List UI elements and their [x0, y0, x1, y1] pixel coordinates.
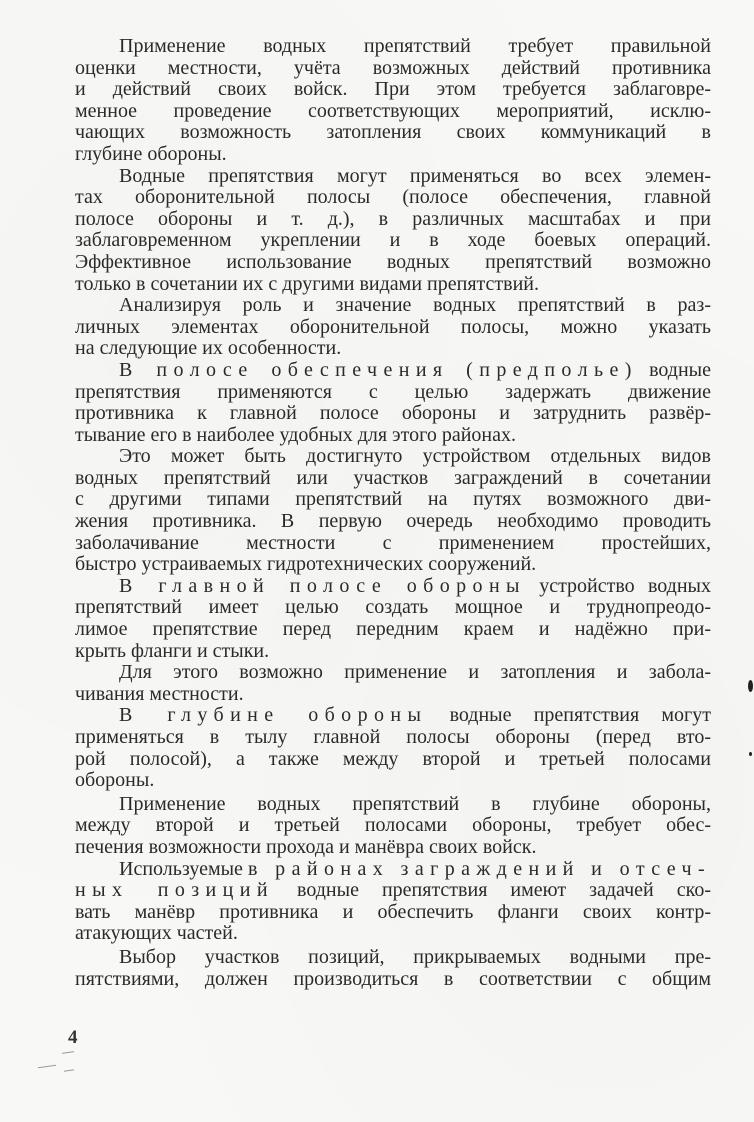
- text-line: личных элементах оборонительной полосы, можно указать: [75, 316, 711, 338]
- text-line: лимое препятствие перед передним краем и надёжно при-: [75, 619, 711, 641]
- text-line: жения противника. В первую очередь необходимо проводить: [75, 511, 711, 533]
- paragraph: [75, 295, 711, 360]
- paragraph: [75, 794, 711, 859]
- text-line: рой полосой), а также между второй и третьей полосами: [75, 748, 711, 770]
- text-line: оценки местности, учёта возможных действий противника: [75, 57, 711, 79]
- paragraph: [75, 166, 711, 296]
- ink-smudge: [748, 680, 753, 692]
- text-line: Анализируя роль и значение водных препятствий в раз-: [119, 295, 711, 317]
- text-line: между второй и третьей полосами обороны, требует обес-: [75, 815, 711, 837]
- text-line: полосе обороны и т. д.), в различных масштабах и при: [75, 208, 711, 230]
- emphasis-text: ных позиций: [75, 880, 274, 902]
- paragraph: [75, 859, 711, 945]
- text-line: чивания местности.: [75, 683, 244, 705]
- text-line: препятствия применяются с целью задержать движение: [75, 381, 711, 403]
- scratch-mark: [38, 1065, 56, 1068]
- text-line: чающих возможность затопления своих коммуникаций в: [75, 122, 711, 144]
- text-line: противника к главной полосе обороны и затруднить развёр-: [75, 403, 711, 425]
- text-line: крыть фланги и стыки.: [75, 640, 270, 662]
- text-line: печения возможности прохода и манёвра своих войск.: [75, 836, 537, 858]
- emphasis-text: В полосе обеспечения (предполье): [119, 359, 638, 381]
- paragraph: [75, 446, 711, 576]
- paragraph: [75, 662, 711, 705]
- emphasis-text: В главной полосе обороны: [119, 575, 526, 597]
- text-fragment: водные препятствия могут: [449, 705, 711, 727]
- page-number: 4: [68, 1027, 78, 1048]
- text-line: Эффективное использование водных препятствий возможно: [75, 251, 711, 273]
- text-line: атакующих частей.: [75, 923, 238, 945]
- text-line: [75, 859, 711, 881]
- text-line: [75, 576, 711, 598]
- text-fragment: водные препятствия имеют задачей ско-: [297, 880, 711, 902]
- text-fragment: Используемые: [119, 858, 243, 880]
- text-fragment: водные: [649, 359, 711, 381]
- text-line: только в сочетании их с другими видами препятствий.: [75, 273, 539, 295]
- text-line: глубине обороны.: [75, 143, 227, 165]
- text-line: Применение водных препятствий требует правильной: [119, 36, 711, 57]
- text-line: Для этого возможно применение и затопления и забола-: [119, 662, 711, 684]
- paragraph: [75, 360, 711, 446]
- text-line: препятствий имеет целью создать мощное и труднопреодо-: [75, 597, 711, 619]
- text-line: тывание его в наиболее удобных для этого районах.: [75, 424, 516, 446]
- text-line: [75, 880, 711, 902]
- paragraph: [75, 947, 711, 990]
- text-line: на следующие их особенности.: [75, 338, 342, 360]
- scratch-mark: [64, 1069, 74, 1071]
- paragraph: [75, 36, 711, 166]
- text-fragment: устройство водных: [539, 575, 711, 597]
- text-line: Водные препятствия могут применяться во всех элемен-: [119, 165, 711, 187]
- body-text: [75, 36, 711, 990]
- text-line: Выбор участков позиций, прикрываемых водными пре-: [119, 946, 711, 968]
- text-line: [75, 360, 711, 382]
- text-line: пятствиями, должен производиться в соответствии с общим: [75, 968, 711, 990]
- scratch-mark: [62, 1051, 74, 1054]
- text-line: водных препятствий или участков заграждений в сочетании: [75, 467, 711, 489]
- emphasis-text: В глубине обороны: [119, 705, 428, 727]
- text-line: Это может быть достигнуто устройством отдельных видов: [119, 446, 711, 468]
- text-line: заболачивание местности с применением простейших,: [75, 532, 711, 554]
- text-line: Применение водных препятствий в глубине обороны,: [119, 793, 711, 815]
- text-line: заблаговременном укреплении и в ходе боевых операций.: [75, 230, 711, 252]
- text-line: и действий своих войск. При этом требуется заблаговре-: [75, 79, 711, 101]
- paragraph: [75, 576, 711, 662]
- text-line: менное проведение соответствующих мероприятий, исклю-: [75, 100, 711, 122]
- ink-smudge: [749, 752, 752, 756]
- text-line: применяться в тылу главной полосы обороны (перед вто-: [75, 727, 711, 748]
- text-line: тах оборонительной полосы (полосе обеспечения, главной: [75, 187, 711, 209]
- text-line: быстро устраиваемых гидротехнических сооружений.: [75, 554, 537, 576]
- emphasis-text: в районах заграждений и отсеч-: [247, 858, 711, 880]
- paragraph: [75, 705, 711, 791]
- text-line: обороны.: [75, 770, 155, 792]
- text-line: вать манёвр противника и обеспечить фланги своих контр-: [75, 901, 711, 923]
- text-line: с другими типами препятствий на путях возможного дви-: [75, 489, 711, 511]
- text-line: [75, 705, 711, 727]
